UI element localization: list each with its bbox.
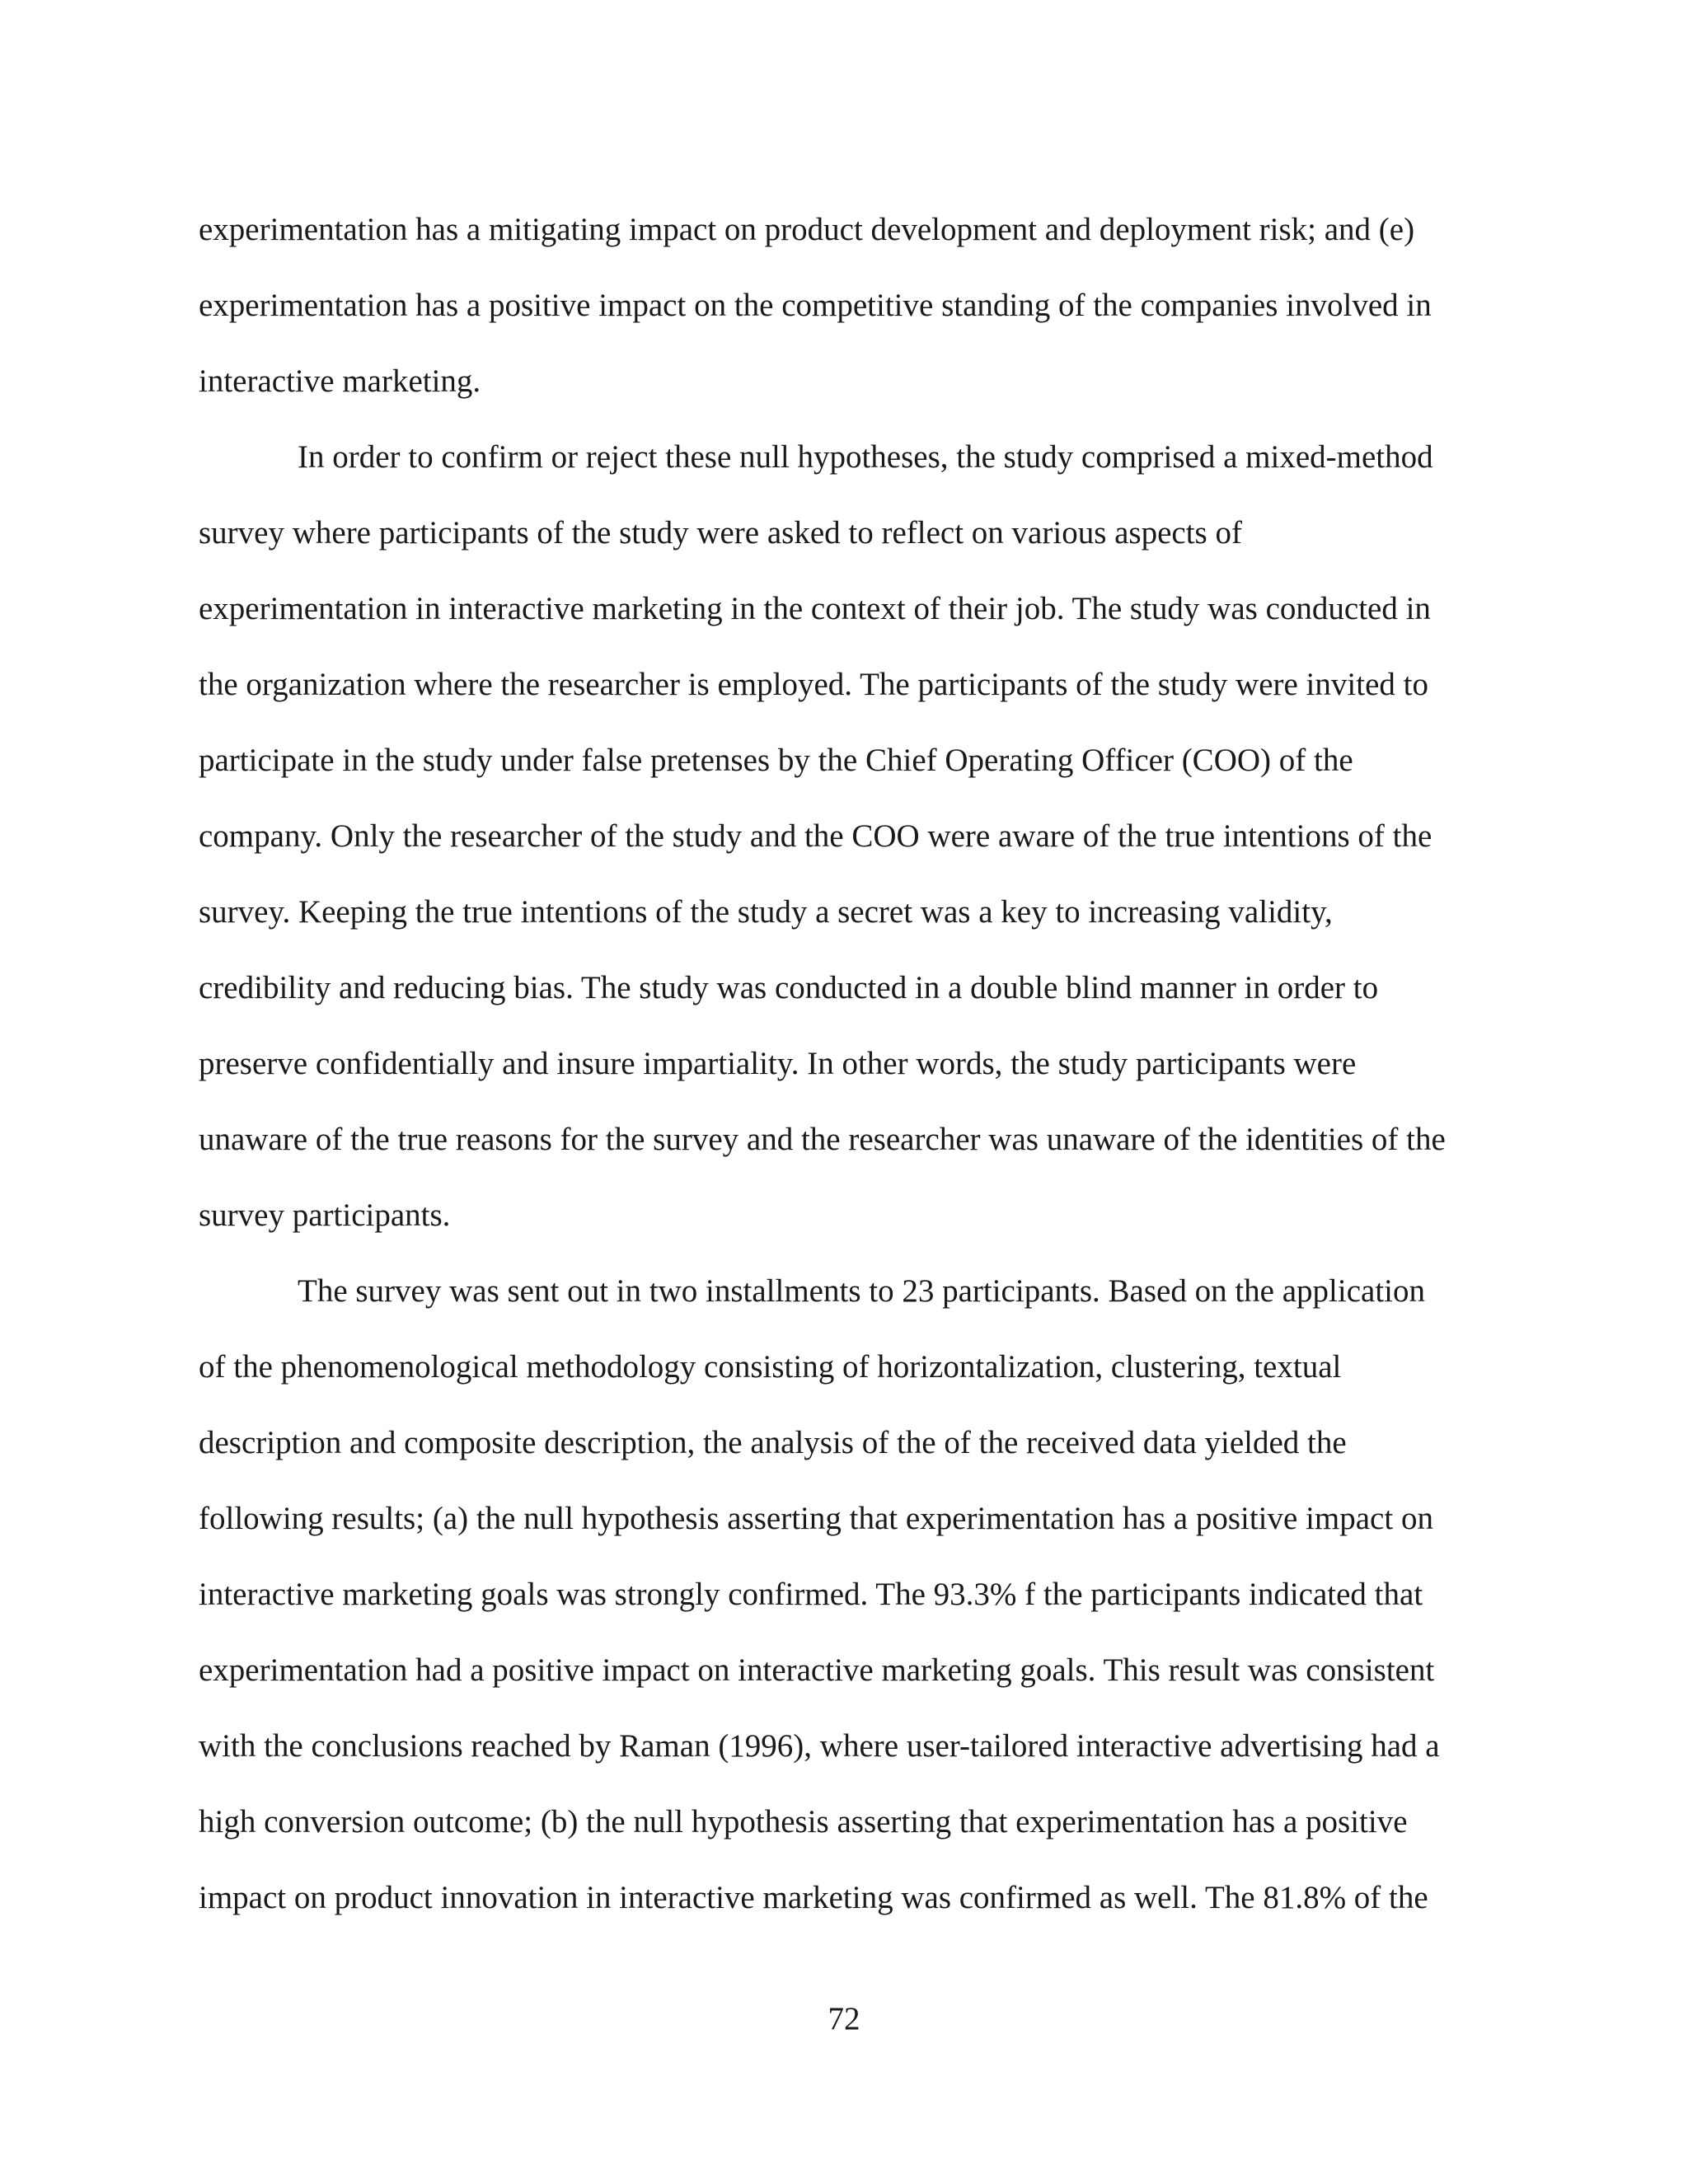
text-line: the organization where the researcher is employed. The participants of the study were invited to [199,667,1428,702]
text-line: survey. Keeping the true intentions of the study a secret was a key to increasing validity, [199,894,1333,930]
text-line: credibility and reducing bias. The study was conducted in a double blind manner in order to [199,970,1379,1005]
text-line: following results; (a) the null hypothesis asserting that experimentation has a positive impact on [199,1501,1433,1536]
text-line: company. Only the researcher of the study and the COO were aware of the true intentions of the [199,818,1432,854]
text-line: with the conclusions reached by Raman (1996), where user-tailored interactive advertising had a [199,1728,1440,1764]
text-line: experimentation has a mitigating impact on product development and deployment risk; and (e) [199,212,1415,247]
paragraph-first-line: The survey was sent out in two installments to 23 participants. Based on the application [298,1273,1425,1309]
body-text [199,192,1501,1936]
text-line: experimentation in interactive marketing in the context of their job. The study was conducted in [199,591,1431,626]
text-line: interactive marketing goals was strongly confirmed. The 93.3% f the participants indicated that [199,1577,1423,1612]
text-line: unaware of the true reasons for the survey and the researcher was unaware of the identities of the [199,1122,1446,1157]
text-line: experimentation has a positive impact on the competitive standing of the companies involved in [199,288,1432,323]
text-line: participate in the study under false pretenses by the Chief Operating Officer (COO) of the [199,743,1353,778]
text-line: experimentation had a positive impact on interactive marketing goals. This result was consistent [199,1652,1435,1688]
text-line: interactive marketing. [199,363,481,399]
text-line: survey participants. [199,1197,451,1233]
text-line: of the phenomenological methodology consisting of horizontalization, clustering, textual [199,1349,1342,1385]
text-line: impact on product innovation in interactive marketing was confirmed as well. The 81.8% of the [199,1880,1428,1915]
paragraph-first-line: In order to confirm or reject these null hypotheses, the study comprised a mixed-method [298,439,1433,475]
text-line: high conversion outcome; (b) the null hypothesis asserting that experimentation has a positive [199,1804,1408,1840]
page-number: 72 [828,2001,860,2036]
text-line: survey where participants of the study were asked to reflect on various aspects of [199,515,1242,551]
text-line: description and composite description, the analysis of the of the received data yielded the [199,1425,1347,1460]
text-line: preserve confidentially and insure impartiality. In other words, the study participants were [199,1046,1357,1081]
